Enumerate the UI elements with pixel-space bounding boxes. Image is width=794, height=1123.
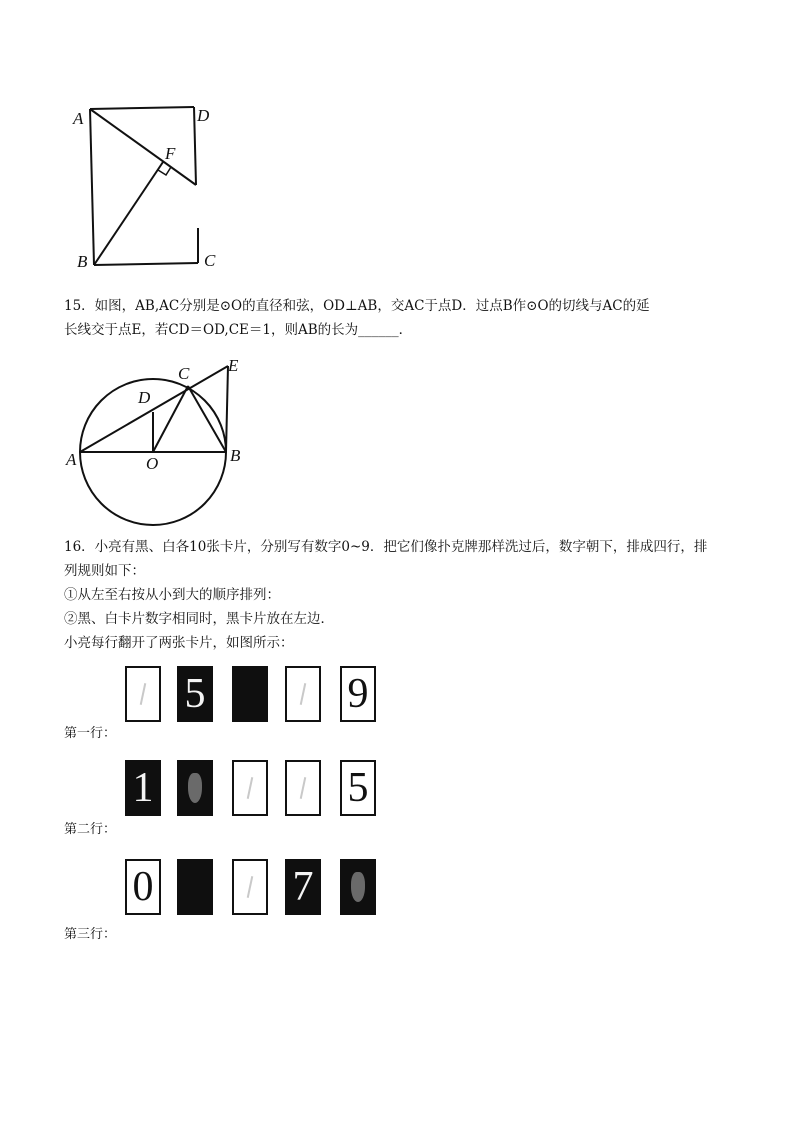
card-digit: 5 [184,671,206,717]
card-digit: 0 [132,864,154,910]
card-scratch [300,683,307,705]
segment-CD-upper [194,107,196,185]
card-row1-1 [125,666,161,722]
problem-15-text [64,294,734,342]
card-row1-5 [340,666,376,722]
card-scratch [300,777,307,799]
card-smudge [351,872,365,902]
card-row3-5 [340,859,376,915]
card-row3-1 [125,859,161,915]
segment-BC [94,263,198,265]
problem-16-rule-1: ①从左至右按从小到大的顺序排列： [64,587,280,603]
label-O-fig15: O [146,454,159,473]
card-row2-5 [340,760,376,816]
card-row2-4 [285,760,321,816]
card-row2-3 [232,760,268,816]
card-row2-2 [177,760,213,816]
label-C-fig15: C [178,364,190,383]
card-row3-2 [177,859,213,915]
card-smudge [188,773,202,803]
segment-AD [90,107,194,109]
card-digit: 7 [292,864,314,910]
row-label-3: 第三行： [64,927,117,942]
figure-15 [66,352,256,532]
label-A-fig14: A [73,109,84,128]
tangent-BE [226,366,228,452]
card-digit: 1 [132,765,154,811]
card-scratch [247,777,254,799]
label-B-fig14: B [77,252,88,271]
label-D-fig15: D [138,388,151,407]
label-A-fig15: A [66,450,77,469]
label-B-fig15: B [230,446,241,465]
problem-16-line-3: 小亮每行翻开了两张卡片，如图所示： [64,635,294,651]
card-digit: 9 [347,671,369,717]
segment-CB [188,386,226,452]
segment-BF [94,162,163,265]
problem-15-line-2: 长线交于点E，若CD＝OD,CE＝1，则AB的长为______． [64,322,413,338]
label-F-fig14: F [165,144,176,163]
problem-16-text [64,535,734,655]
segment-AF [90,109,196,185]
segment-AB [90,109,94,265]
card-scratch [247,876,254,898]
label-C-fig14: C [204,251,216,270]
card-digit: 5 [347,765,369,811]
card-row1-2 [177,666,213,722]
label-E-fig15: E [228,356,239,375]
card-row1-4 [285,666,321,722]
row-label-1: 第一行： [64,726,117,741]
problem-16-rule-2: ②黑、白卡片数字相同时，黑卡片放在左边． [64,611,334,627]
problem-16-line-2: 列规则如下： [64,563,145,579]
card-row3-4 [285,859,321,915]
segment-OC [153,386,188,452]
card-row1-3 [232,666,268,722]
problem-15-line-1: 15．如图，AB,AC分别是⊙O的直径和弦，OD⊥AB，交AC于点D．过点B作⊙O的切线与AC的延 [64,298,650,314]
card-row2-1 [125,760,161,816]
row-label-2: 第二行： [64,822,117,837]
problem-16-line-1: 16．小亮有黑、白各10张卡片，分别写有数字0~9．把它们像扑克牌那样洗过后，数字朝下，排成四行，排 [64,539,708,555]
card-row3-3 [232,859,268,915]
label-D-fig14: D [197,106,210,125]
card-scratch [140,683,147,705]
